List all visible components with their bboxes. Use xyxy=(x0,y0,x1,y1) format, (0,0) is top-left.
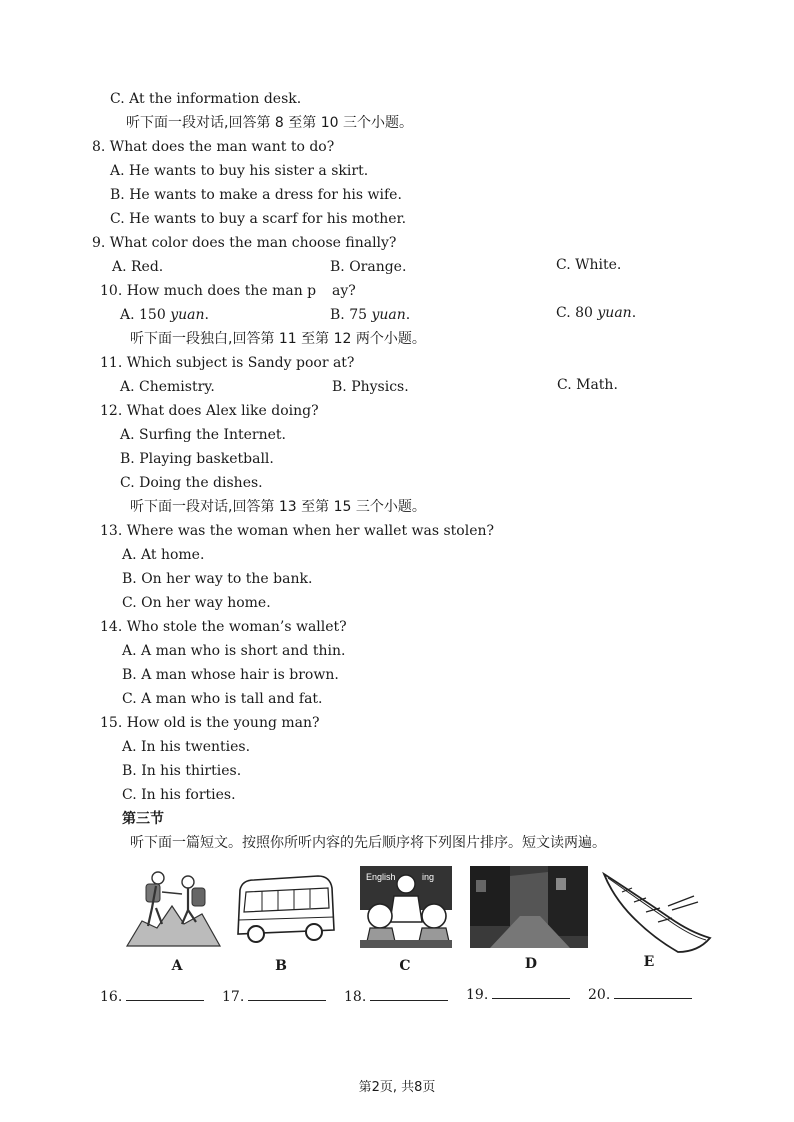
blank-16-line[interactable] xyxy=(126,988,204,1001)
blank-20-line[interactable] xyxy=(614,986,692,999)
q10-option-a-num: A. 150 xyxy=(120,307,171,323)
q8-option-c: C. He wants to buy a scarf for his mother. xyxy=(110,211,407,227)
instruction-11-12: 听下面一段独白,回答第 11 至第 12 两个小题。 xyxy=(130,331,426,347)
board-text-english: English xyxy=(366,872,396,882)
picture-c-label: C xyxy=(399,958,411,974)
blank-18[interactable] xyxy=(344,988,448,1005)
q14-stem: 14. Who stole the woman’s wallet? xyxy=(100,619,347,635)
blank-19-label: 19. xyxy=(466,987,489,1003)
instruction-8-10: 听下面一段对话,回答第 8 至第 10 三个小题。 xyxy=(126,115,413,131)
picture-a-hikers xyxy=(122,866,222,948)
section3-instruction: 听下面一篇短文。按照你所听内容的先后顺序将下列图片排序。短文读两遍。 xyxy=(130,835,606,851)
q9-option-b: B. Orange. xyxy=(330,259,407,275)
page-footer: 第2页, 共8页 xyxy=(358,1080,436,1095)
picture-b-bus xyxy=(232,872,338,948)
q12-stem: 12. What does Alex like doing? xyxy=(100,403,319,419)
blank-17-label: 17. xyxy=(222,989,245,1005)
q12-option-c: C. Doing the dishes. xyxy=(120,475,263,491)
board-text-ing: ing xyxy=(422,872,435,882)
q10-option-a xyxy=(120,306,209,324)
q10-option-b-unit: yuan xyxy=(371,307,406,323)
q14-option-b: B. A man whose hair is brown. xyxy=(122,667,339,683)
q10-option-c xyxy=(556,304,636,322)
q10-option-c-unit: yuan xyxy=(597,305,632,321)
q15-option-c: C. In his forties. xyxy=(122,787,236,803)
q10-option-c-dot: . xyxy=(631,305,637,321)
q13-option-b: B. On her way to the bank. xyxy=(122,571,313,587)
instruction-13-15: 听下面一段对话,回答第 13 至第 15 三个小题。 xyxy=(130,499,426,515)
picture-e-boat xyxy=(598,866,716,956)
q10-stem-part1: 10. How much does the man p xyxy=(100,283,317,299)
q11-option-b: B. Physics. xyxy=(332,379,409,395)
q9-stem: 9. What color does the man choose finally? xyxy=(92,235,397,251)
picture-d-street xyxy=(470,866,588,948)
q12-option-b: B. Playing basketball. xyxy=(120,451,274,467)
q10-option-a-dot: . xyxy=(204,307,209,323)
q13-stem: 13. Where was the woman when her wallet was stolen? xyxy=(100,523,495,539)
q15-option-a: A. In his twenties. xyxy=(122,739,251,755)
blank-20-label: 20. xyxy=(588,987,611,1003)
q15-option-b: B. In his thirties. xyxy=(122,763,242,779)
q10-option-b-dot: . xyxy=(405,307,411,323)
q11-option-a: A. Chemistry. xyxy=(120,379,215,395)
q10-stem-part2: ay? xyxy=(332,283,356,299)
q10-option-a-unit: yuan xyxy=(170,307,205,323)
blank-19[interactable] xyxy=(466,986,570,1003)
picture-d-label: D xyxy=(524,956,538,972)
q15-stem: 15. How old is the young man? xyxy=(100,715,320,731)
q13-option-c: C. On her way home. xyxy=(122,595,271,611)
picture-b-label: B xyxy=(275,958,287,974)
q9-option-a: A. Red. xyxy=(112,259,164,275)
blank-16[interactable] xyxy=(100,988,204,1005)
blank-17-line[interactable] xyxy=(248,988,326,1001)
q14-option-a: A. A man who is short and thin. xyxy=(122,643,346,659)
blank-20[interactable] xyxy=(588,986,692,1003)
picture-a-label: A xyxy=(171,958,183,974)
q8-option-a: A. He wants to buy his sister a skirt. xyxy=(110,163,369,179)
q8-stem: 8. What does the man want to do? xyxy=(92,139,335,155)
section3-title: 第三节 xyxy=(122,811,164,827)
q11-stem: 11. Which subject is Sandy poor at? xyxy=(100,355,355,371)
q10-option-b xyxy=(330,306,410,324)
q10-option-b-num: B. 75 xyxy=(330,307,372,323)
picture-c-classroom xyxy=(356,862,456,948)
q13-option-a: A. At home. xyxy=(122,547,205,563)
blank-18-line[interactable] xyxy=(370,988,448,1001)
blank-17[interactable] xyxy=(222,988,326,1005)
q10-option-c-num: C. 80 xyxy=(556,305,598,321)
q9-option-c: C. White. xyxy=(556,257,622,273)
q11-option-c: C. Math. xyxy=(557,377,618,393)
picture-e-label: E xyxy=(643,954,655,970)
q8-option-b: B. He wants to make a dress for his wife. xyxy=(110,187,402,203)
blank-18-label: 18. xyxy=(344,989,367,1005)
q14-option-c: C. A man who is tall and fat. xyxy=(122,691,323,707)
q7-option-c: C. At the information desk. xyxy=(110,91,302,107)
blank-16-label: 16. xyxy=(100,989,123,1005)
q12-option-a: A. Surfing the Internet. xyxy=(120,427,286,443)
blank-19-line[interactable] xyxy=(492,986,570,999)
